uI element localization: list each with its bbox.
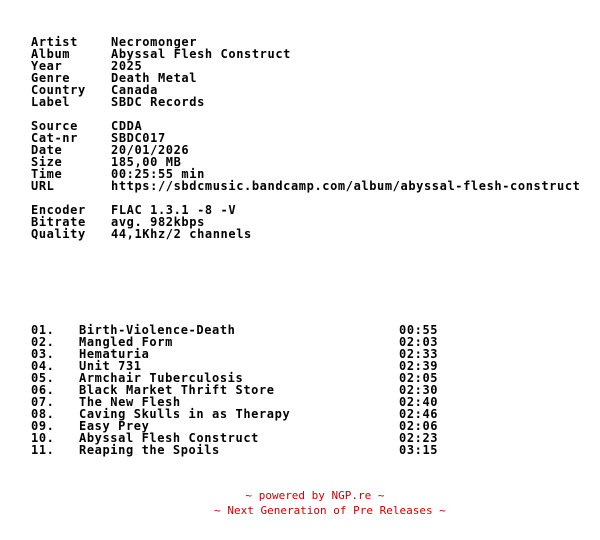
track-duration: 02:40 (399, 395, 439, 409)
source-label: Size (31, 155, 63, 169)
track-title: Reaping the Spoils (79, 443, 220, 457)
track-duration: 03:15 (399, 443, 439, 457)
track-title: Black Market Thrift Store (79, 383, 275, 397)
source-label: Time (31, 167, 63, 181)
info-value: Death Metal (111, 71, 198, 85)
source-label: Date (31, 143, 63, 157)
track-title: Unit 731 (79, 359, 142, 373)
encoding-label: Encoder (31, 203, 86, 217)
track-number: 10. (31, 431, 55, 445)
info-row-label (31, 96, 596, 108)
track-duration: 02:39 (399, 359, 439, 373)
track-title: Caving Skulls in as Therapy (79, 407, 291, 421)
source-label: Source (31, 119, 78, 133)
track-duration: 02:03 (399, 335, 439, 349)
track-number: 06. (31, 383, 55, 397)
source-row-url (31, 180, 596, 192)
encoding-value: avg. 982kbps (111, 215, 205, 229)
encoding-value: 44,1Khz/2 channels (111, 227, 252, 241)
info-value: Canada (111, 83, 158, 97)
info-label: Genre (31, 71, 71, 85)
info-value: SBDC Records (111, 95, 205, 109)
track-title: Hematuria (79, 347, 150, 361)
tracklist (31, 324, 451, 456)
source-value: CDDA (111, 119, 143, 133)
source-value: 20/01/2026 (111, 143, 190, 157)
track-title: Mangled Form (79, 335, 173, 349)
footer-credits (0, 488, 600, 518)
source-label: URL (31, 179, 55, 193)
track-title: Birth-Violence-Death (79, 323, 236, 337)
info-value: Necromonger (111, 35, 198, 49)
track-number: 04. (31, 359, 55, 373)
track-title: The New Flesh (79, 395, 181, 409)
track-number: 07. (31, 395, 55, 409)
track-duration: 02:46 (399, 407, 439, 421)
track-title: Easy Prey (79, 419, 150, 433)
info-label: Year (31, 59, 63, 73)
info-value: Abyssal Flesh Construct (111, 47, 291, 61)
footer-tagline: ~ Next Generation of Pre Releases ~ (214, 504, 446, 517)
encoding-label: Quality (31, 227, 86, 241)
track-number: 05. (31, 371, 55, 385)
footer-powered-by: ~ powered by NGP.re ~ (245, 489, 385, 502)
info-value: 2025 (111, 59, 143, 73)
track-title: Armchair Tuberculosis (79, 371, 244, 385)
info-label: Country (31, 83, 86, 97)
track-duration: 02:05 (399, 371, 439, 385)
encoding-row-quality (31, 228, 596, 240)
source-value: SBDC017 (111, 131, 166, 145)
info-label: Artist (31, 35, 78, 49)
track-duration: 02:30 (399, 383, 439, 397)
track-duration: 02:23 (399, 431, 439, 445)
track-number: 08. (31, 407, 55, 421)
source-value: 00:25:55 min (111, 167, 205, 181)
encoding-label: Bitrate (31, 215, 86, 229)
source-label: Cat-nr (31, 131, 78, 145)
nfo-info-block (31, 36, 596, 240)
track-number: 09. (31, 419, 55, 433)
info-label: Label (31, 95, 71, 109)
track-number: 03. (31, 347, 55, 361)
info-label: Album (31, 47, 71, 61)
track-number: 01. (31, 323, 55, 337)
track-number: 02. (31, 335, 55, 349)
source-url-value: https://sbdcmusic.bandcamp.com/album/abyssal-flesh-construct (111, 179, 581, 193)
track-number: 11. (31, 443, 55, 457)
track-title: Abyssal Flesh Construct (79, 431, 259, 445)
track-duration: 02:33 (399, 347, 439, 361)
track-duration: 02:06 (399, 419, 439, 433)
encoding-value: FLAC 1.3.1 -8 -V (111, 203, 237, 217)
source-value: 185,00 MB (111, 155, 182, 169)
track-row (31, 444, 451, 456)
track-duration: 00:55 (399, 323, 439, 337)
